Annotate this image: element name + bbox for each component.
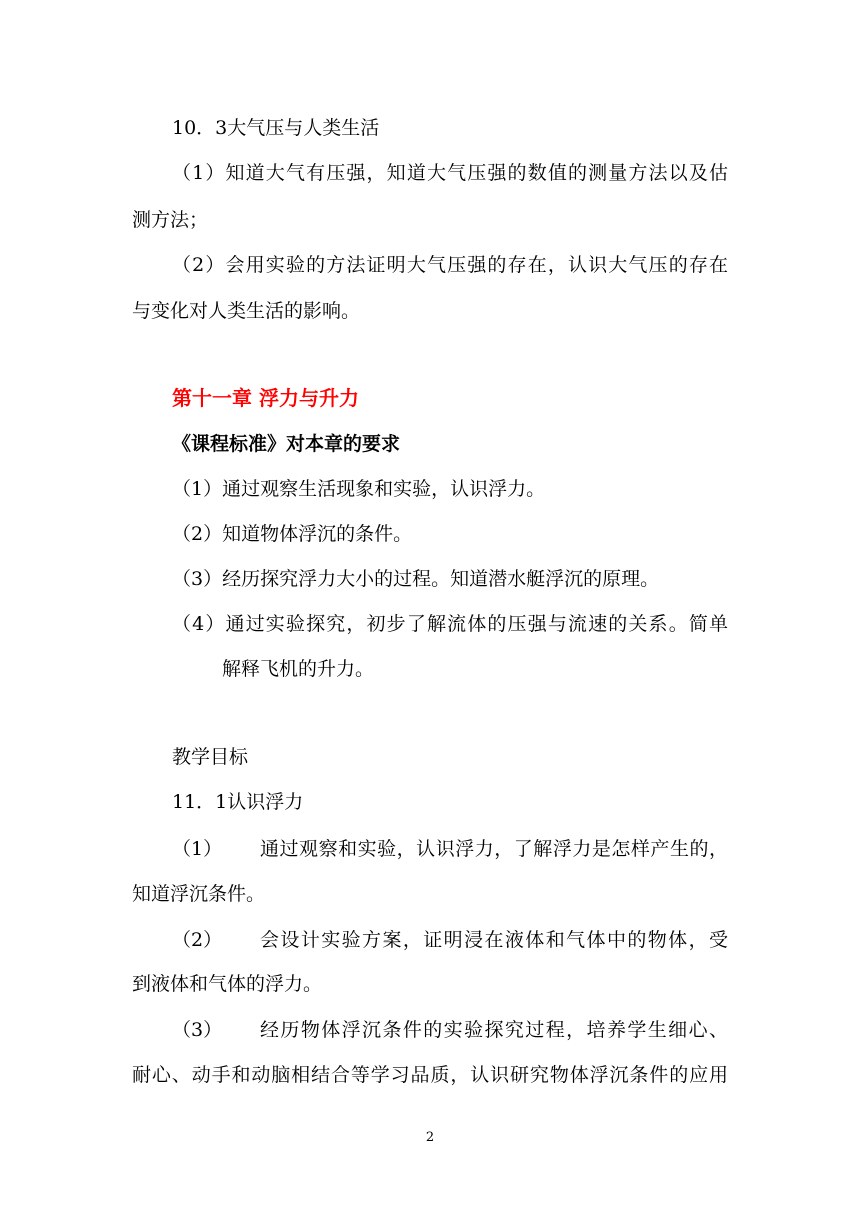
objective-3-line1: 经历物体浮沉条件的实验探究过程，培养学生细心、 <box>260 1019 728 1041</box>
requirement-10-3-1-line2: 测方法； <box>132 209 209 231</box>
objective-2-number: （2） <box>172 929 223 951</box>
page-number: 2 <box>425 1130 435 1145</box>
objective-2-line2: 到液体和气体的浮力。 <box>132 973 323 995</box>
objective-2-line1: 会设计实验方案，证明浸在液体和气体中的物体，受 <box>260 929 728 951</box>
objective-1-number: （1） <box>172 838 223 860</box>
objective-1-line2: 知道浮沉条件。 <box>132 883 266 905</box>
requirement-10-3-2-line2: 与变化对人类生活的影响。 <box>132 300 361 322</box>
objective-3-number: （3） <box>172 1019 223 1041</box>
chapter-heading: 第十一章 浮力与升力 <box>172 386 359 410</box>
section-title-10-3: 10．3大气压与人类生活 <box>172 117 380 139</box>
curriculum-standard-title: 《课程标准》对本章的要求 <box>172 433 401 455</box>
section-title-11-1: 11．1认识浮力 <box>172 791 304 813</box>
chapter-requirement-1: （1）通过观察生活现象和实验，认识浮力。 <box>172 478 546 500</box>
chapter-requirement-4-line1: （4）通过实验探究，初步了解流体的压强与流速的关系。简单 <box>172 613 728 635</box>
chapter-requirement-2: （2）知道物体浮沉的条件。 <box>172 523 413 545</box>
chapter-requirement-4-line2: 解释飞机的升力。 <box>222 658 375 680</box>
objective-1-line1: 通过观察和实验，认识浮力，了解浮力是怎样产生的， <box>260 838 728 860</box>
objective-3-line2: 耐心、动手和动脑相结合等学习品质，认识研究物体浮沉条件的应用 <box>132 1064 728 1086</box>
requirement-10-3-1-line1: （1）知道大气有压强，知道大气压强的数值的测量方法以及估 <box>172 162 728 184</box>
requirement-10-3-2-line1: （2）会用实验的方法证明大气压强的存在，认识大气压的存在 <box>172 254 728 276</box>
chapter-requirement-3: （3）经历探究浮力大小的过程。知道潜水艇浮沉的原理。 <box>172 568 660 590</box>
teaching-goals-title: 教学目标 <box>172 746 249 768</box>
